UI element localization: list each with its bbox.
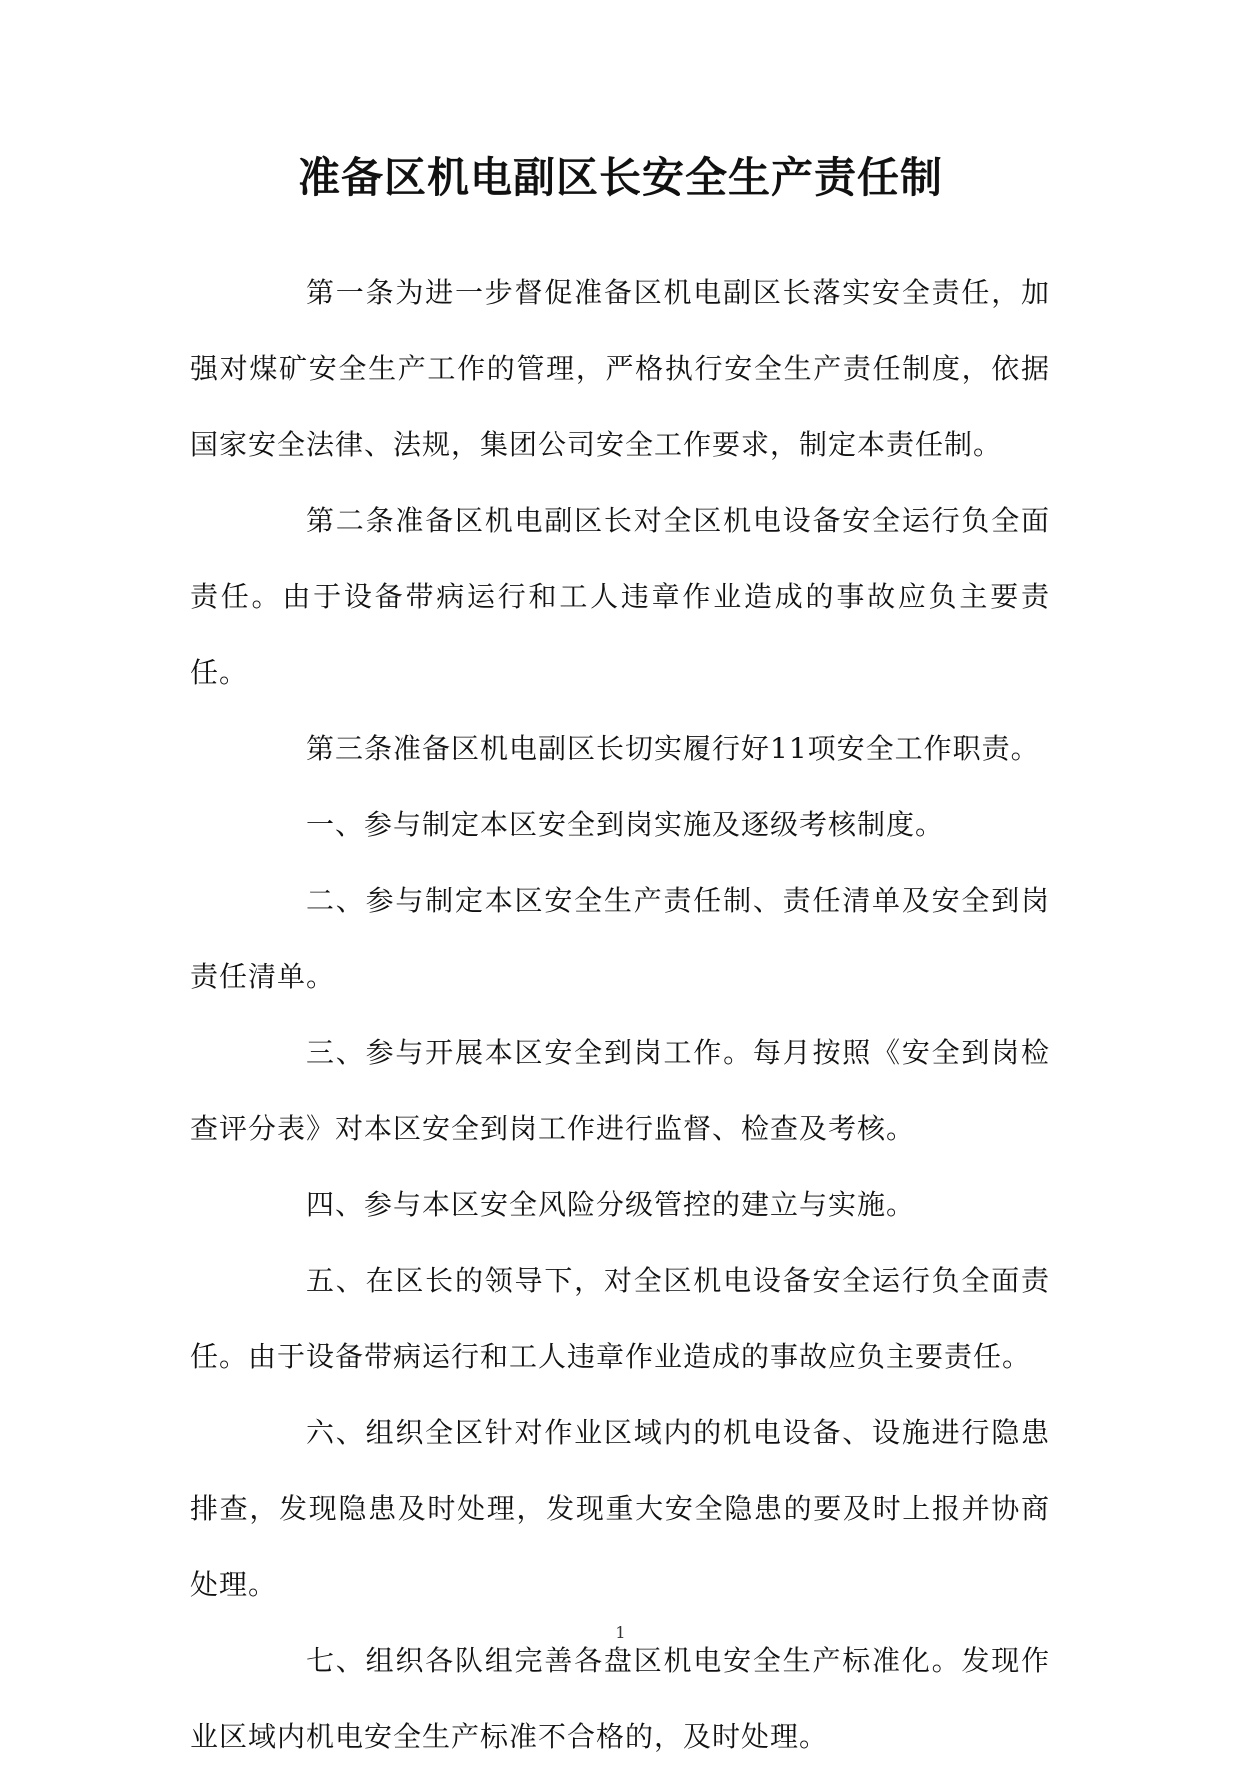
paragraph-item-6: 六、组织全区针对作业区域内的机电设备、设施进行隐患排查，发现隐患及时处理，发现重大安全隐患的要及时上报并协商处理。 (190, 1416, 1050, 1601)
paragraph-article-1: 第一条为进一步督促准备区机电副区长落实安全责任，加强对煤矿安全生产工作的管理，严格执行安全生产责任制度，依据国家安全法律、法规，集团公司安全工作要求，制定本责任制。 (190, 276, 1050, 461)
paragraph-item-4: 四、参与本区安全风险分级管控的建立与实施。 (306, 1188, 916, 1221)
paragraph-item-3: 三、参与开展本区安全到岗工作。每月按照《安全到岗检查评分表》对本区安全到岗工作进行监督、检查及考核。 (190, 1036, 1050, 1145)
paragraph-item-5: 五、在区长的领导下，对全区机电设备安全运行负全面责任。由于设备带病运行和工人违章作业造成的事故应负主要责任。 (190, 1264, 1050, 1373)
paragraph-item-2: 二、参与制定本区安全生产责任制、责任清单及安全到岗责任清单。 (190, 884, 1050, 993)
page-number: 1 (615, 1623, 626, 1642)
document-title: 准备区机电副区长安全生产责任制 (297, 153, 943, 202)
paragraph-item-7: 七、组织各队组完善各盘区机电安全生产标准化。发现作业区域内机电安全生产标准不合格的，及时处理。 (190, 1644, 1050, 1753)
paragraph-item-1: 一、参与制定本区安全到岗实施及逐级考核制度。 (306, 808, 945, 841)
document-body (190, 255, 1050, 1775)
paragraph-article-2: 第二条准备区机电副区长对全区机电设备安全运行负全面责任。由于设备带病运行和工人违章作业造成的事故应负主要责任。 (190, 504, 1050, 689)
paragraph-article-3: 第三条准备区机电副区长切实履行好11项安全工作职责。 (306, 732, 1040, 765)
